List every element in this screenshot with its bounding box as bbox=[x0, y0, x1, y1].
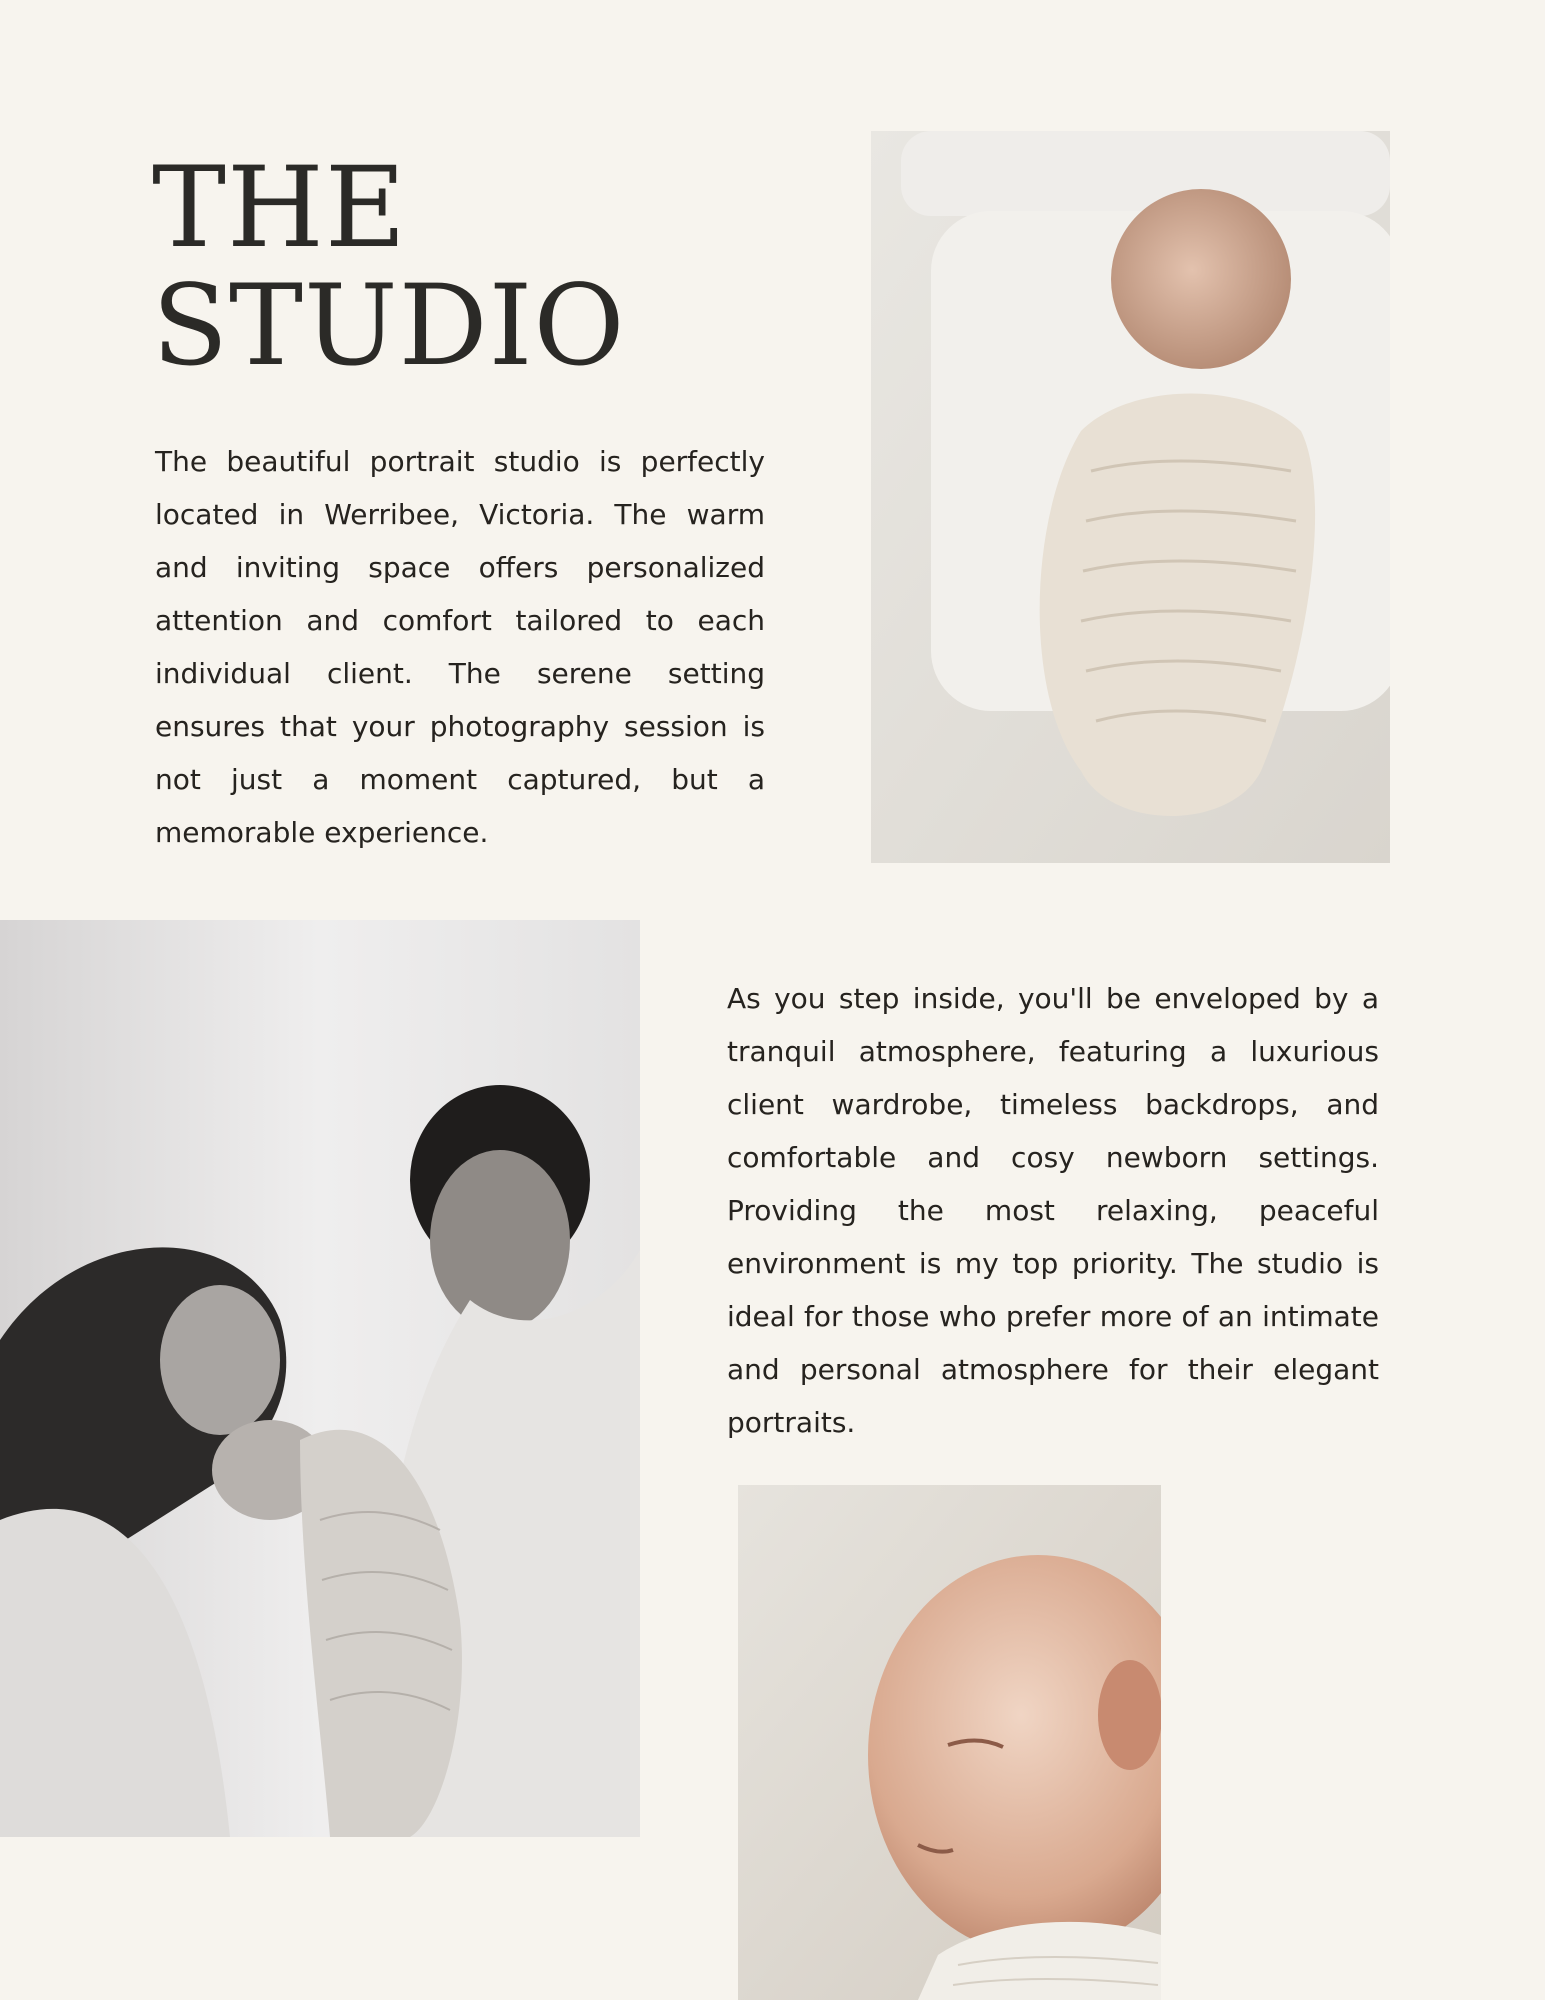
newborn-on-pillow-photo bbox=[871, 131, 1390, 863]
studio-intro-paragraph: The beautiful portrait studio is perfectly located in Werribee, Victoria. The warm and inviting space offers personalized attention and comfort tailored to each individual client. The serene setting ensures that your photography session is not just a moment captured, but a memorable experience. bbox=[155, 445, 765, 849]
studio-atmosphere-paragraph: As you step inside, you'll be enveloped by a tranquil atmosphere, featuring a luxurious client wardrobe, timeless backdrops, and comfortable and cosy newborn settings. Providing the most relaxing, peaceful environment is my top priority. The studio is ideal for those who prefer more of an intimate and personal atmosphere for their elegant portraits. bbox=[727, 982, 1379, 1439]
title-line-studio: STUDIO bbox=[152, 262, 626, 391]
page-title bbox=[152, 144, 626, 391]
title-line-the: THE bbox=[152, 144, 407, 273]
sleeping-newborn-closeup-photo bbox=[738, 1485, 1161, 2000]
parents-with-newborn-photo bbox=[0, 920, 640, 1837]
